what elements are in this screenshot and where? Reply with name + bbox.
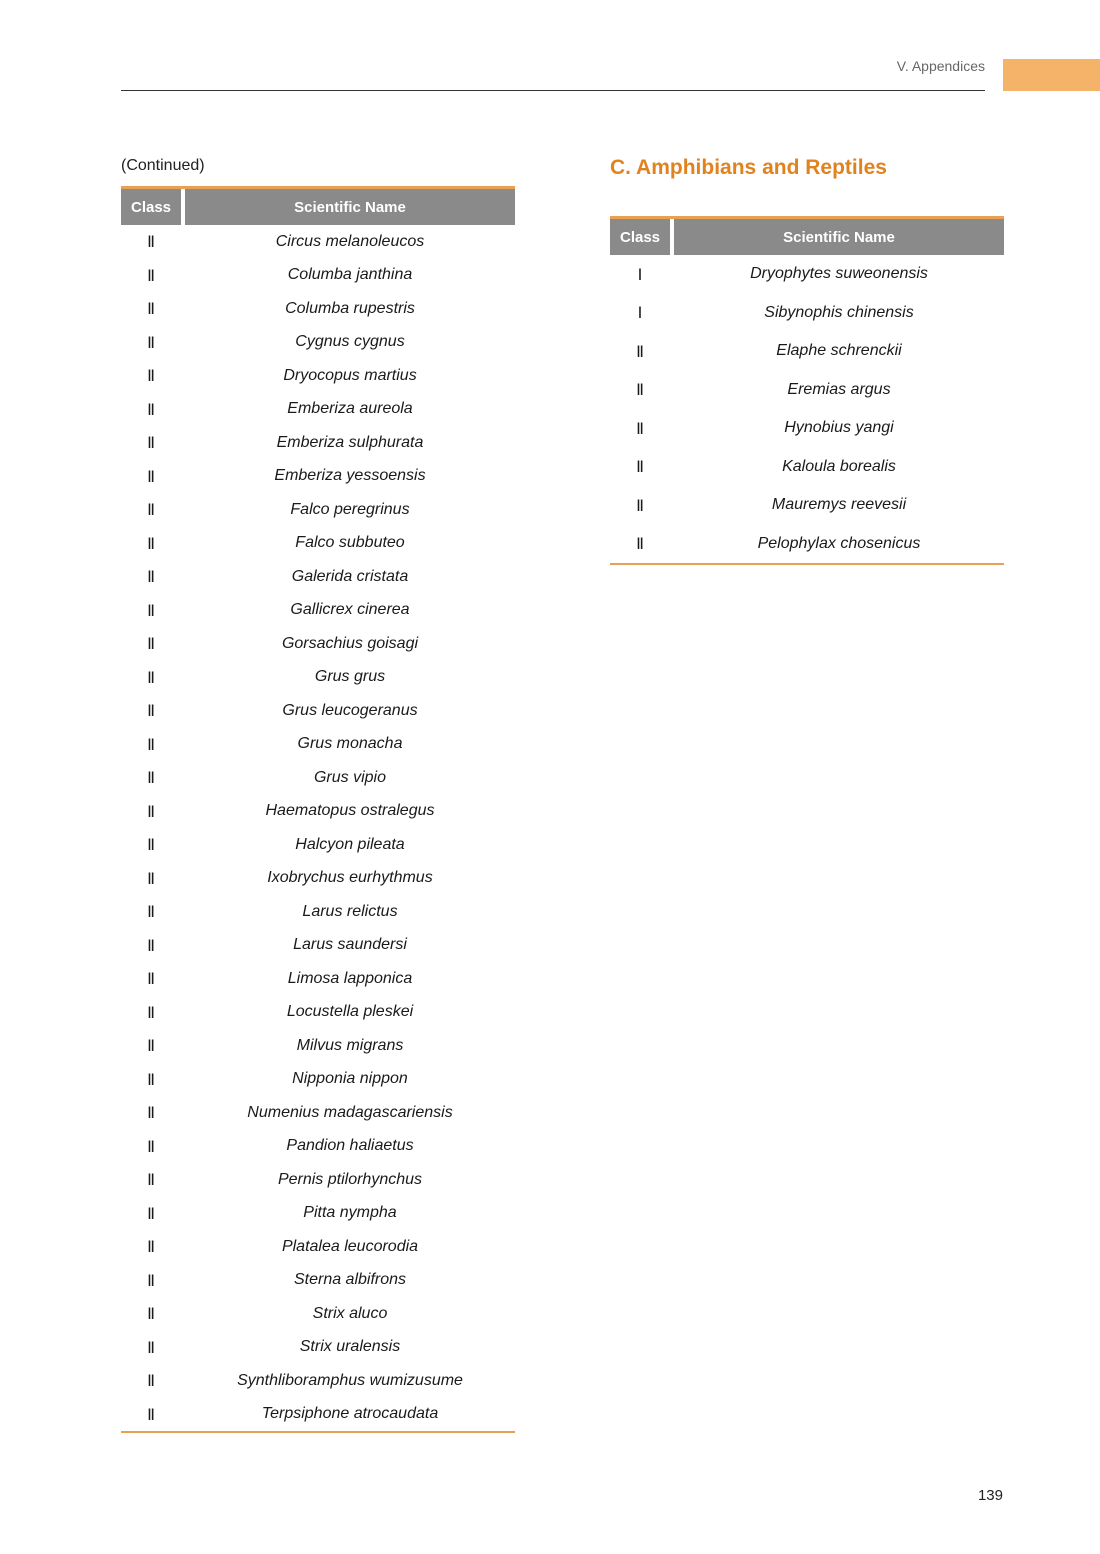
- scientific-name-cell: Falco subbuteo: [295, 534, 405, 552]
- scientific-name-cell: Halcyon pileata: [295, 835, 405, 853]
- scientific-name-cell: Grus grus: [314, 668, 386, 686]
- class-cell: Ⅱ: [147, 265, 155, 285]
- table-row: [121, 292, 515, 326]
- table-row: [121, 527, 515, 561]
- class-cell: Ⅱ: [147, 232, 155, 252]
- class-cell: Ⅱ: [147, 366, 155, 386]
- class-cell: Ⅱ: [147, 1203, 155, 1223]
- scientific-name-cell: Larus relictus: [302, 902, 398, 920]
- table-row: [610, 448, 1004, 487]
- scientific-name-cell: Elaphe schrenckii: [776, 342, 902, 360]
- table-row: [121, 460, 515, 494]
- table-row: [121, 1398, 515, 1433]
- scientific-name-cell: Numenius madagascariensis: [247, 1103, 453, 1121]
- scientific-name-cell: Locustella pleskei: [286, 1003, 414, 1021]
- class-cell: Ⅱ: [147, 399, 155, 419]
- class-cell: Ⅱ: [147, 868, 155, 888]
- scientific-name-cell: Emberiza aureola: [287, 400, 413, 418]
- scientific-name-cell: Pelophylax chosenicus: [757, 534, 921, 552]
- class-cell: Ⅱ: [147, 768, 155, 788]
- class-cell: Ⅱ: [147, 701, 155, 721]
- table-header-row: [610, 218, 1004, 256]
- scientific-name-cell: Gorsachius goisagi: [281, 634, 419, 652]
- class-cell: Ⅱ: [147, 734, 155, 754]
- scientific-name-cell: Terpsiphone atrocaudata: [261, 1405, 439, 1423]
- scientific-name-cell: Pernis ptilorhynchus: [277, 1170, 423, 1188]
- class-cell: Ⅱ: [147, 567, 155, 587]
- table-row: [121, 1096, 515, 1130]
- scientific-name-column-header: Scientific Name: [674, 218, 1004, 256]
- table-row: [610, 409, 1004, 448]
- class-cell: Ⅱ: [147, 600, 155, 620]
- table-row: [121, 862, 515, 896]
- page-number: 139: [977, 1487, 1003, 1504]
- class-cell: Ⅱ: [147, 500, 155, 520]
- scientific-name-cell: Emberiza yessoensis: [274, 467, 426, 485]
- class-cell: Ⅱ: [147, 902, 155, 922]
- table-row: [121, 1264, 515, 1298]
- class-cell: Ⅱ: [636, 534, 644, 554]
- class-cell: Ⅱ: [147, 667, 155, 687]
- table-row: [121, 560, 515, 594]
- scientific-name-cell: Falco peregrinus: [290, 500, 410, 518]
- scientific-name-cell: Sibynophis chinensis: [764, 303, 914, 321]
- table-row: [121, 1331, 515, 1365]
- scientific-name-cell: Pitta nympha: [303, 1204, 397, 1222]
- class-cell: Ⅱ: [147, 1002, 155, 1022]
- scientific-name-cell: Haematopus ostralegus: [265, 802, 435, 820]
- table-row: [121, 1364, 515, 1398]
- amphibians-reptiles-title: C. Amphibians and Reptiles: [610, 156, 887, 179]
- scientific-name-cell: Sterna albifrons: [293, 1271, 407, 1289]
- section-header: V. Appendices: [896, 58, 985, 74]
- table-row: [121, 1063, 515, 1097]
- scientific-name-cell: Dryocopus martius: [283, 366, 417, 384]
- scientific-name-cell: Dryophytes suweonensis: [750, 265, 928, 283]
- class-cell: Ⅱ: [147, 466, 155, 486]
- scientific-name-cell: Nipponia nippon: [292, 1070, 408, 1088]
- scientific-name-cell: Kaloula borealis: [782, 457, 896, 475]
- class-cell: Ⅱ: [147, 1036, 155, 1056]
- scientific-name-cell: Emberiza sulphurata: [276, 433, 424, 451]
- scientific-name-cell: Strix uralensis: [299, 1338, 401, 1356]
- scientific-name-cell: Milvus migrans: [296, 1036, 404, 1054]
- class-cell: Ⅱ: [147, 1069, 155, 1089]
- scientific-name-cell: Grus leucogeranus: [282, 701, 418, 719]
- scientific-name-cell: Larus saundersi: [293, 936, 407, 954]
- table-row: [121, 393, 515, 427]
- table-row: [121, 627, 515, 661]
- class-cell: Ⅱ: [636, 341, 644, 361]
- scientific-name-cell: Grus monacha: [297, 735, 403, 753]
- table-row: [121, 1029, 515, 1063]
- class-cell: Ⅱ: [147, 332, 155, 352]
- class-cell: Ⅱ: [147, 1337, 155, 1357]
- table-row: [610, 371, 1004, 410]
- class-cell: Ⅱ: [147, 835, 155, 855]
- scientific-name-cell: Mauremys reevesii: [771, 496, 907, 514]
- table-row: [121, 225, 515, 259]
- scientific-name-cell: Columba rupestris: [285, 299, 415, 317]
- class-cell: Ⅱ: [147, 1237, 155, 1257]
- class-cell: Ⅱ: [636, 457, 644, 477]
- class-cell: Ⅱ: [147, 801, 155, 821]
- table-row: [121, 929, 515, 963]
- class-cell: Ⅱ: [636, 495, 644, 515]
- table-row: [121, 694, 515, 728]
- header-divider: [121, 90, 985, 91]
- table-row: [121, 828, 515, 862]
- class-cell: Ⅱ: [147, 1103, 155, 1123]
- scientific-name-cell: Platalea leucorodia: [281, 1237, 419, 1255]
- table-row: [121, 728, 515, 762]
- scientific-name-cell: Synthliboramphus wumizusume: [237, 1371, 463, 1389]
- class-cell: Ⅱ: [147, 433, 155, 453]
- table-row: [121, 359, 515, 393]
- table-row: [121, 1230, 515, 1264]
- table-header-row: [121, 188, 515, 226]
- class-cell: Ⅱ: [636, 418, 644, 438]
- scientific-name-cell: Pandion haliaetus: [286, 1137, 414, 1155]
- scientific-name-cell: Gallicrex cinerea: [290, 601, 410, 619]
- table-row: [121, 1163, 515, 1197]
- table-row: [121, 426, 515, 460]
- table-row: [121, 1130, 515, 1164]
- class-cell: Ⅱ: [147, 634, 155, 654]
- table-row: [121, 661, 515, 695]
- table-row: [610, 255, 1004, 294]
- table-row: [610, 332, 1004, 371]
- class-cell: Ⅱ: [147, 1270, 155, 1290]
- scientific-name-cell: Grus vipio: [313, 768, 387, 786]
- table-row: [121, 1297, 515, 1331]
- table-row: [121, 996, 515, 1030]
- table-row: [121, 493, 515, 527]
- scientific-name-cell: Strix aluco: [312, 1304, 388, 1322]
- section-tab-marker: [1003, 59, 1100, 91]
- table-row: [121, 594, 515, 628]
- birds-table-continued: [121, 186, 515, 1433]
- class-cell: Ⅱ: [147, 299, 155, 319]
- continued-label: (Continued): [121, 157, 205, 174]
- class-cell: Ⅱ: [147, 533, 155, 553]
- table-row: [121, 761, 515, 795]
- table-row: [610, 294, 1004, 333]
- class-column-header: Class: [121, 188, 181, 226]
- scientific-name-cell: Circus melanoleucos: [275, 232, 425, 250]
- scientific-name-cell: Columba janthina: [287, 266, 413, 284]
- class-column-header: Class: [610, 218, 670, 256]
- scientific-name-cell: Galerida cristata: [291, 567, 409, 585]
- table-row: [121, 895, 515, 929]
- class-cell: Ⅰ: [637, 303, 643, 323]
- table-row: [610, 486, 1004, 525]
- class-cell: Ⅱ: [636, 380, 644, 400]
- class-cell: Ⅱ: [147, 1170, 155, 1190]
- table-row: [121, 326, 515, 360]
- scientific-name-cell: Eremias argus: [787, 380, 891, 398]
- scientific-name-cell: Cygnus cygnus: [295, 333, 405, 351]
- class-cell: Ⅱ: [147, 969, 155, 989]
- class-cell: Ⅱ: [147, 1404, 155, 1424]
- class-cell: Ⅱ: [147, 935, 155, 955]
- class-cell: Ⅱ: [147, 1371, 155, 1391]
- table-row: [121, 962, 515, 996]
- class-cell: Ⅱ: [147, 1136, 155, 1156]
- amphibians-reptiles-table: [610, 216, 1004, 565]
- scientific-name-cell: Limosa lapponica: [287, 969, 413, 987]
- class-cell: Ⅱ: [147, 1304, 155, 1324]
- class-cell: Ⅰ: [637, 264, 643, 284]
- table-row: [121, 795, 515, 829]
- scientific-name-cell: Hynobius yangi: [784, 419, 894, 437]
- table-row: [121, 259, 515, 293]
- scientific-name-column-header: Scientific Name: [185, 188, 515, 226]
- table-row: [121, 1197, 515, 1231]
- table-row: [610, 525, 1004, 565]
- scientific-name-cell: Ixobrychus eurhythmus: [267, 869, 433, 887]
